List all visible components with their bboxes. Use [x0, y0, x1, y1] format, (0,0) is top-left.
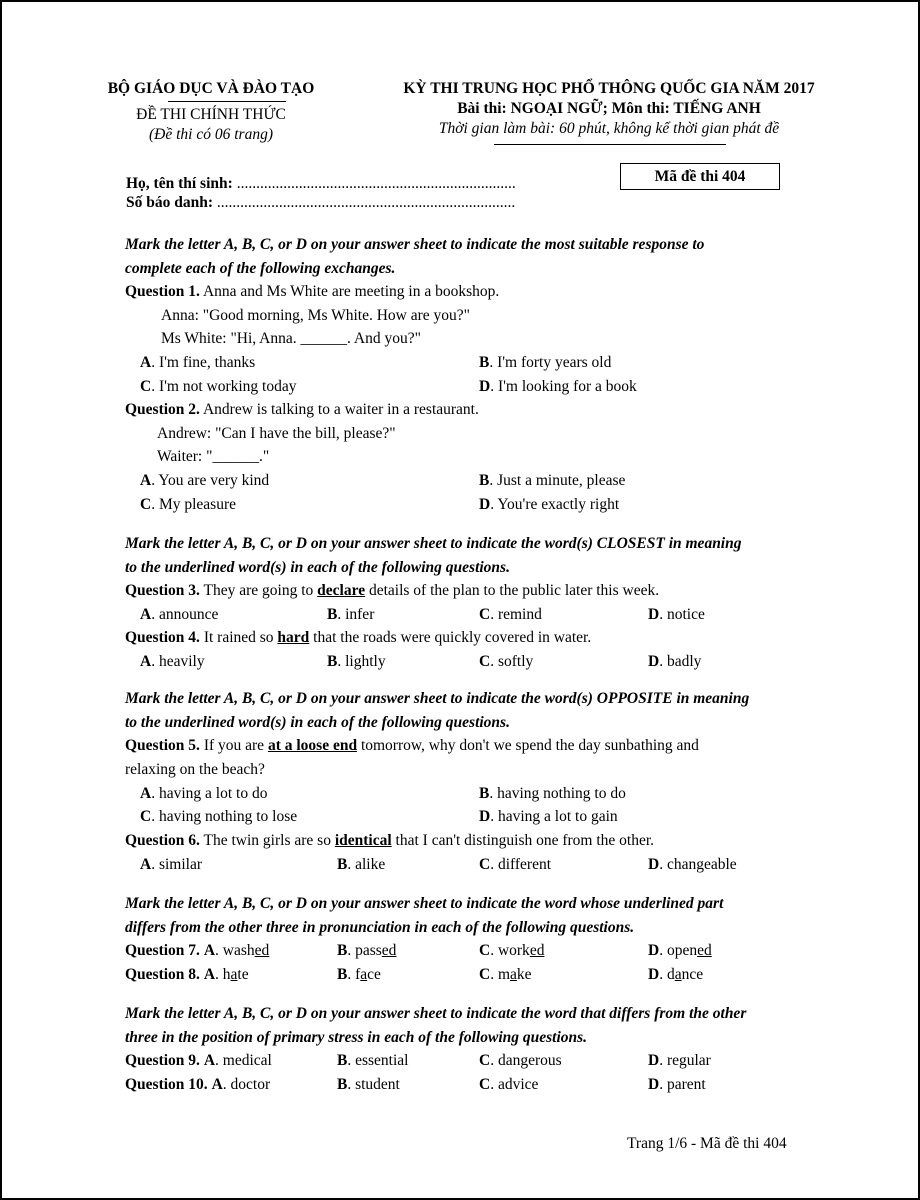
- q4-option-a: A. heavily: [140, 653, 205, 670]
- q7-a-underlined: ed: [254, 942, 270, 959]
- instruction-s3-line1: Mark the letter A, B, C, or D on your answer sheet to indicate the word(s) OPPOSITE in meaning: [125, 690, 750, 707]
- q3-label: Question 3.: [125, 582, 200, 599]
- q2-option-c: C. My pleasure: [140, 496, 236, 513]
- q8-d-pre: d: [666, 966, 675, 983]
- q7-b-pre: pass: [355, 942, 382, 959]
- instruction-s4-line1: Mark the letter A, B, C, or D on your answer sheet to indicate the word whose underlined part: [125, 895, 724, 912]
- question-5: [125, 737, 699, 755]
- q7-a-pre: wash: [222, 942, 255, 959]
- q2-d2-pre: Waiter: ": [157, 448, 213, 465]
- pages-note: (Đề thi có 06 trang): [149, 126, 273, 143]
- candidate-id-line: [126, 194, 515, 212]
- letter-b: B: [479, 472, 490, 489]
- q8-option-c: C. make: [479, 966, 532, 983]
- q1-d2-pre: Ms White: "Hi, Anna.: [161, 330, 301, 347]
- q2-dialogue-1: Andrew: "Can I have the bill, please?": [157, 425, 396, 442]
- q5-option-c: C. having nothing to lose: [140, 808, 298, 825]
- letter-a: A: [203, 942, 216, 959]
- letter-b: B: [337, 966, 348, 983]
- q3-c-text: remind: [497, 606, 542, 623]
- q1-option-c: C. I'm not working today: [140, 378, 297, 395]
- letter-d: D: [648, 606, 660, 623]
- q10-option-b: B. student: [337, 1076, 400, 1093]
- ministry-name: BỘ GIÁO DỤC VÀ ĐÀO TẠO: [107, 80, 315, 97]
- q4-option-d: D. badly: [648, 653, 702, 670]
- q8-b-underlined: a: [360, 966, 368, 983]
- q9-a-text: medical: [222, 1052, 272, 1069]
- q3-option-a: A. announce: [140, 606, 219, 623]
- q8-label: Question 8.: [125, 966, 200, 983]
- q6-option-a: A. similar: [140, 856, 203, 873]
- question-4: [125, 629, 591, 647]
- q1-option-d: D. I'm looking for a book: [479, 378, 637, 395]
- q5-option-d: D. having a lot to gain: [479, 808, 618, 825]
- letter-d: D: [479, 496, 491, 513]
- q4-underlined-word: hard: [277, 629, 310, 646]
- q1-blank: ______: [300, 330, 348, 347]
- q9-option-c: C. dangerous: [479, 1052, 562, 1069]
- q3-option-d: D. notice: [648, 606, 705, 623]
- letter-c: C: [479, 856, 491, 873]
- q9-option-b: B. essential: [337, 1052, 409, 1069]
- q2-label: Question 2.: [125, 401, 200, 418]
- letter-c: C: [479, 942, 491, 959]
- letter-d: D: [479, 808, 491, 825]
- candidate-name-line: [126, 175, 516, 193]
- exam-code-box: Mã đề thi 404: [620, 163, 780, 190]
- letter-b: B: [337, 1076, 348, 1093]
- q3-a-text: announce: [158, 606, 219, 623]
- letter-d: D: [648, 942, 660, 959]
- q1-option-b: B. I'm forty years old: [479, 354, 612, 371]
- q7-option-d: D. opened: [648, 942, 712, 959]
- question-2: [125, 401, 479, 419]
- q2-d2-post: .": [258, 448, 270, 465]
- q6-label: Question 6.: [125, 832, 200, 849]
- letter-d: D: [648, 653, 660, 670]
- q3-underlined-word: declare: [317, 582, 366, 599]
- q6-option-b: B. alike: [337, 856, 386, 873]
- q5-pre: If you are: [199, 737, 268, 754]
- q3-option-b: B. infer: [327, 606, 375, 623]
- q8-option-d: D. dance: [648, 966, 704, 983]
- letter-b: B: [479, 354, 490, 371]
- q10-b-text: student: [355, 1076, 400, 1093]
- q5-option-a: A. having a lot to do: [140, 785, 268, 802]
- q1-b-text: I'm forty years old: [497, 354, 612, 371]
- q6-b-text: alike: [355, 856, 386, 873]
- question-6: [125, 832, 654, 850]
- q5-label: Question 5.: [125, 737, 200, 754]
- q10-a-text: doctor: [230, 1076, 271, 1093]
- q4-option-c: C. softly: [479, 653, 534, 670]
- letter-b: B: [327, 606, 338, 623]
- q1-dialogue-1: Anna: "Good morning, Ms White. How are you?": [161, 307, 470, 324]
- letter-c: C: [140, 496, 152, 513]
- question-3: [125, 582, 659, 600]
- letter-a: A: [203, 966, 216, 983]
- q8-c-pre: m: [497, 966, 511, 983]
- letter-d: D: [648, 856, 660, 873]
- question-10: Question 10. A. doctor: [125, 1076, 271, 1093]
- q2-option-a: A. You are very kind: [140, 472, 270, 489]
- q9-b-text: essential: [355, 1052, 409, 1069]
- letter-c: C: [140, 378, 152, 395]
- q10-label: Question 10.: [125, 1076, 208, 1093]
- q4-d-text: badly: [666, 653, 702, 670]
- q1-a-text: I'm fine, thanks: [158, 354, 256, 371]
- q8-a-underlined: a: [230, 966, 238, 983]
- q6-pre: The twin girls are so: [199, 832, 335, 849]
- q9-c-text: dangerous: [497, 1052, 562, 1069]
- letter-b: B: [337, 942, 348, 959]
- letter-a: A: [140, 856, 152, 873]
- instruction-s5-line2: three in the position of primary stress in each of the following questions.: [125, 1029, 588, 1046]
- q1-label: Question 1.: [125, 283, 200, 300]
- q8-c-underlined: a: [510, 966, 517, 983]
- q3-b-text: infer: [345, 606, 375, 623]
- q9-d-text: regular: [666, 1052, 711, 1069]
- letter-b: B: [479, 785, 490, 802]
- q5-post: tomorrow, why don't we spend the day sunbathing and: [357, 737, 699, 754]
- q1-d2-post: . And you?": [347, 330, 421, 347]
- letter-b: B: [327, 653, 338, 670]
- q6-c-text: different: [497, 856, 552, 873]
- letter-c: C: [479, 653, 491, 670]
- q6-option-d: D. changeable: [648, 856, 737, 873]
- q3-pre: They are going to: [199, 582, 318, 599]
- q8-b-post: ce: [367, 966, 381, 983]
- q5-b-text: having nothing to do: [497, 785, 626, 802]
- q4-post: that the roads were quickly covered in water.: [309, 629, 592, 646]
- q4-c-text: softly: [497, 653, 534, 670]
- q7-d-pre: open: [666, 942, 698, 959]
- q2-c-text: My pleasure: [158, 496, 236, 513]
- question-7: Question 7. A. washed: [125, 942, 270, 959]
- q7-option-c: C. worked: [479, 942, 545, 959]
- letter-a: A: [203, 1052, 216, 1069]
- q7-option-b: B. passed: [337, 942, 397, 959]
- q7-d-underlined: ed: [697, 942, 712, 959]
- subject-line: Bài thi: NGOẠI NGỮ; Môn thi: TIẾNG ANH: [457, 100, 761, 117]
- letter-d: D: [479, 378, 491, 395]
- q3-post: details of the plan to the public later this week.: [365, 582, 660, 599]
- q6-post: that I can't distinguish one from the other.: [391, 832, 655, 849]
- q2-d-text: You're exactly right: [497, 496, 620, 513]
- q1-d-text: I'm looking for a book: [497, 378, 637, 395]
- q5-c-text: having nothing to lose: [158, 808, 298, 825]
- q6-d-text: changeable: [666, 856, 737, 873]
- question-1: [125, 283, 499, 301]
- instruction-s4-line2: differs from the other three in pronunciation in each of the following questions.: [125, 919, 635, 936]
- q10-c-text: advice: [497, 1076, 539, 1093]
- q6-a-text: similar: [158, 856, 203, 873]
- q9-option-d: D. regular: [648, 1052, 711, 1069]
- q5-a-text: having a lot to do: [158, 785, 268, 802]
- q5-option-b: B. having nothing to do: [479, 785, 626, 802]
- q1-c-text: I'm not working today: [158, 378, 297, 395]
- candidate-id-dots: .............................................................................: [216, 194, 516, 211]
- q8-d-underlined: a: [674, 966, 682, 983]
- time-line: Thời gian làm bài: 60 phút, không kể thời gian phát đề: [438, 120, 780, 137]
- letter-a: A: [140, 785, 152, 802]
- q1-option-a: A. I'm fine, thanks: [140, 354, 256, 371]
- letter-b: B: [337, 856, 348, 873]
- letter-b: B: [337, 1052, 348, 1069]
- q8-c-post: ke: [516, 966, 532, 983]
- q4-option-b: B. lightly: [327, 653, 386, 670]
- letter-c: C: [479, 966, 491, 983]
- candidate-id-label: Số báo danh:: [126, 194, 214, 211]
- q8-a-post: te: [237, 966, 249, 983]
- q7-label: Question 7.: [125, 942, 200, 959]
- q10-option-d: D. parent: [648, 1076, 706, 1093]
- letter-a: A: [140, 354, 152, 371]
- letter-a: A: [140, 472, 152, 489]
- instruction-s2-line2: to the underlined word(s) in each of the following questions.: [125, 559, 510, 576]
- q2-dialogue-2: [157, 448, 269, 466]
- q4-pre: It rained so: [199, 629, 278, 646]
- question-9: Question 9. A. medical: [125, 1052, 272, 1069]
- q5-d-text: having a lot to gain: [497, 808, 618, 825]
- q4-label: Question 4.: [125, 629, 200, 646]
- q8-b-pre: f: [355, 966, 361, 983]
- q2-blank: ______: [212, 448, 259, 465]
- q9-label: Question 9.: [125, 1052, 200, 1069]
- q6-underlined-word: identical: [334, 832, 392, 849]
- title-underline: [494, 144, 726, 145]
- letter-a: A: [211, 1076, 223, 1093]
- question-8: Question 8. A. hate: [125, 966, 249, 983]
- letter-c: C: [479, 1076, 491, 1093]
- page-footer: Trang 1/6 - Mã đề thi 404: [627, 1135, 787, 1152]
- q8-option-b: B. face: [337, 966, 381, 983]
- instruction-s5-line1: Mark the letter A, B, C, or D on your answer sheet to indicate the word that differs from the other: [125, 1005, 747, 1022]
- letter-c: C: [479, 1052, 491, 1069]
- candidate-name-label: Họ, tên thí sinh:: [126, 175, 233, 192]
- q5-line-2: relaxing on the beach?: [125, 761, 265, 778]
- q5-underlined-phrase: at a loose end: [267, 737, 358, 754]
- letter-d: D: [648, 1052, 660, 1069]
- ministry-underline: [168, 101, 286, 102]
- q8-d-post: nce: [681, 966, 704, 983]
- q7-b-underlined: ed: [381, 942, 397, 959]
- q7-c-pre: work: [497, 942, 530, 959]
- q1-dialogue-2: [161, 330, 421, 348]
- instruction-s1-line1: Mark the letter A, B, C, or D on your answer sheet to indicate the most suitable response to: [125, 236, 705, 253]
- q2-b-text: Just a minute, please: [497, 472, 626, 489]
- q3-d-text: notice: [666, 606, 705, 623]
- q1-stem: Anna and Ms White are meeting in a bookshop.: [199, 283, 500, 300]
- q2-a-text: You are very kind: [158, 472, 270, 489]
- instruction-s1-line2: complete each of the following exchanges.: [125, 260, 396, 277]
- q4-b-text: lightly: [345, 653, 386, 670]
- q10-option-c: C. advice: [479, 1076, 539, 1093]
- q7-c-underlined: ed: [529, 942, 545, 959]
- q4-a-text: heavily: [158, 653, 205, 670]
- instruction-s2-line1: Mark the letter A, B, C, or D on your answer sheet to indicate the word(s) CLOSEST in meaning: [125, 535, 742, 552]
- letter-c: C: [479, 606, 491, 623]
- letter-d: D: [648, 1076, 660, 1093]
- q2-option-d: D. You're exactly right: [479, 496, 620, 513]
- candidate-name-dots: ........................................................................: [236, 175, 516, 192]
- q2-stem: Andrew is talking to a waiter in a restaurant.: [199, 401, 479, 418]
- letter-a: A: [140, 606, 152, 623]
- letter-d: D: [648, 966, 660, 983]
- q10-d-text: parent: [666, 1076, 706, 1093]
- q8-a-pre: h: [222, 966, 231, 983]
- q6-option-c: C. different: [479, 856, 552, 873]
- exam-title: KỲ THI TRUNG HỌC PHỔ THÔNG QUỐC GIA NĂM 2017: [403, 80, 815, 97]
- official-label: ĐỀ THI CHÍNH THỨC: [136, 106, 286, 123]
- instruction-s3-line2: to the underlined word(s) in each of the following questions.: [125, 714, 510, 731]
- q3-option-c: C. remind: [479, 606, 542, 623]
- letter-c: C: [140, 808, 152, 825]
- letter-a: A: [140, 653, 152, 670]
- q2-option-b: B. Just a minute, please: [479, 472, 626, 489]
